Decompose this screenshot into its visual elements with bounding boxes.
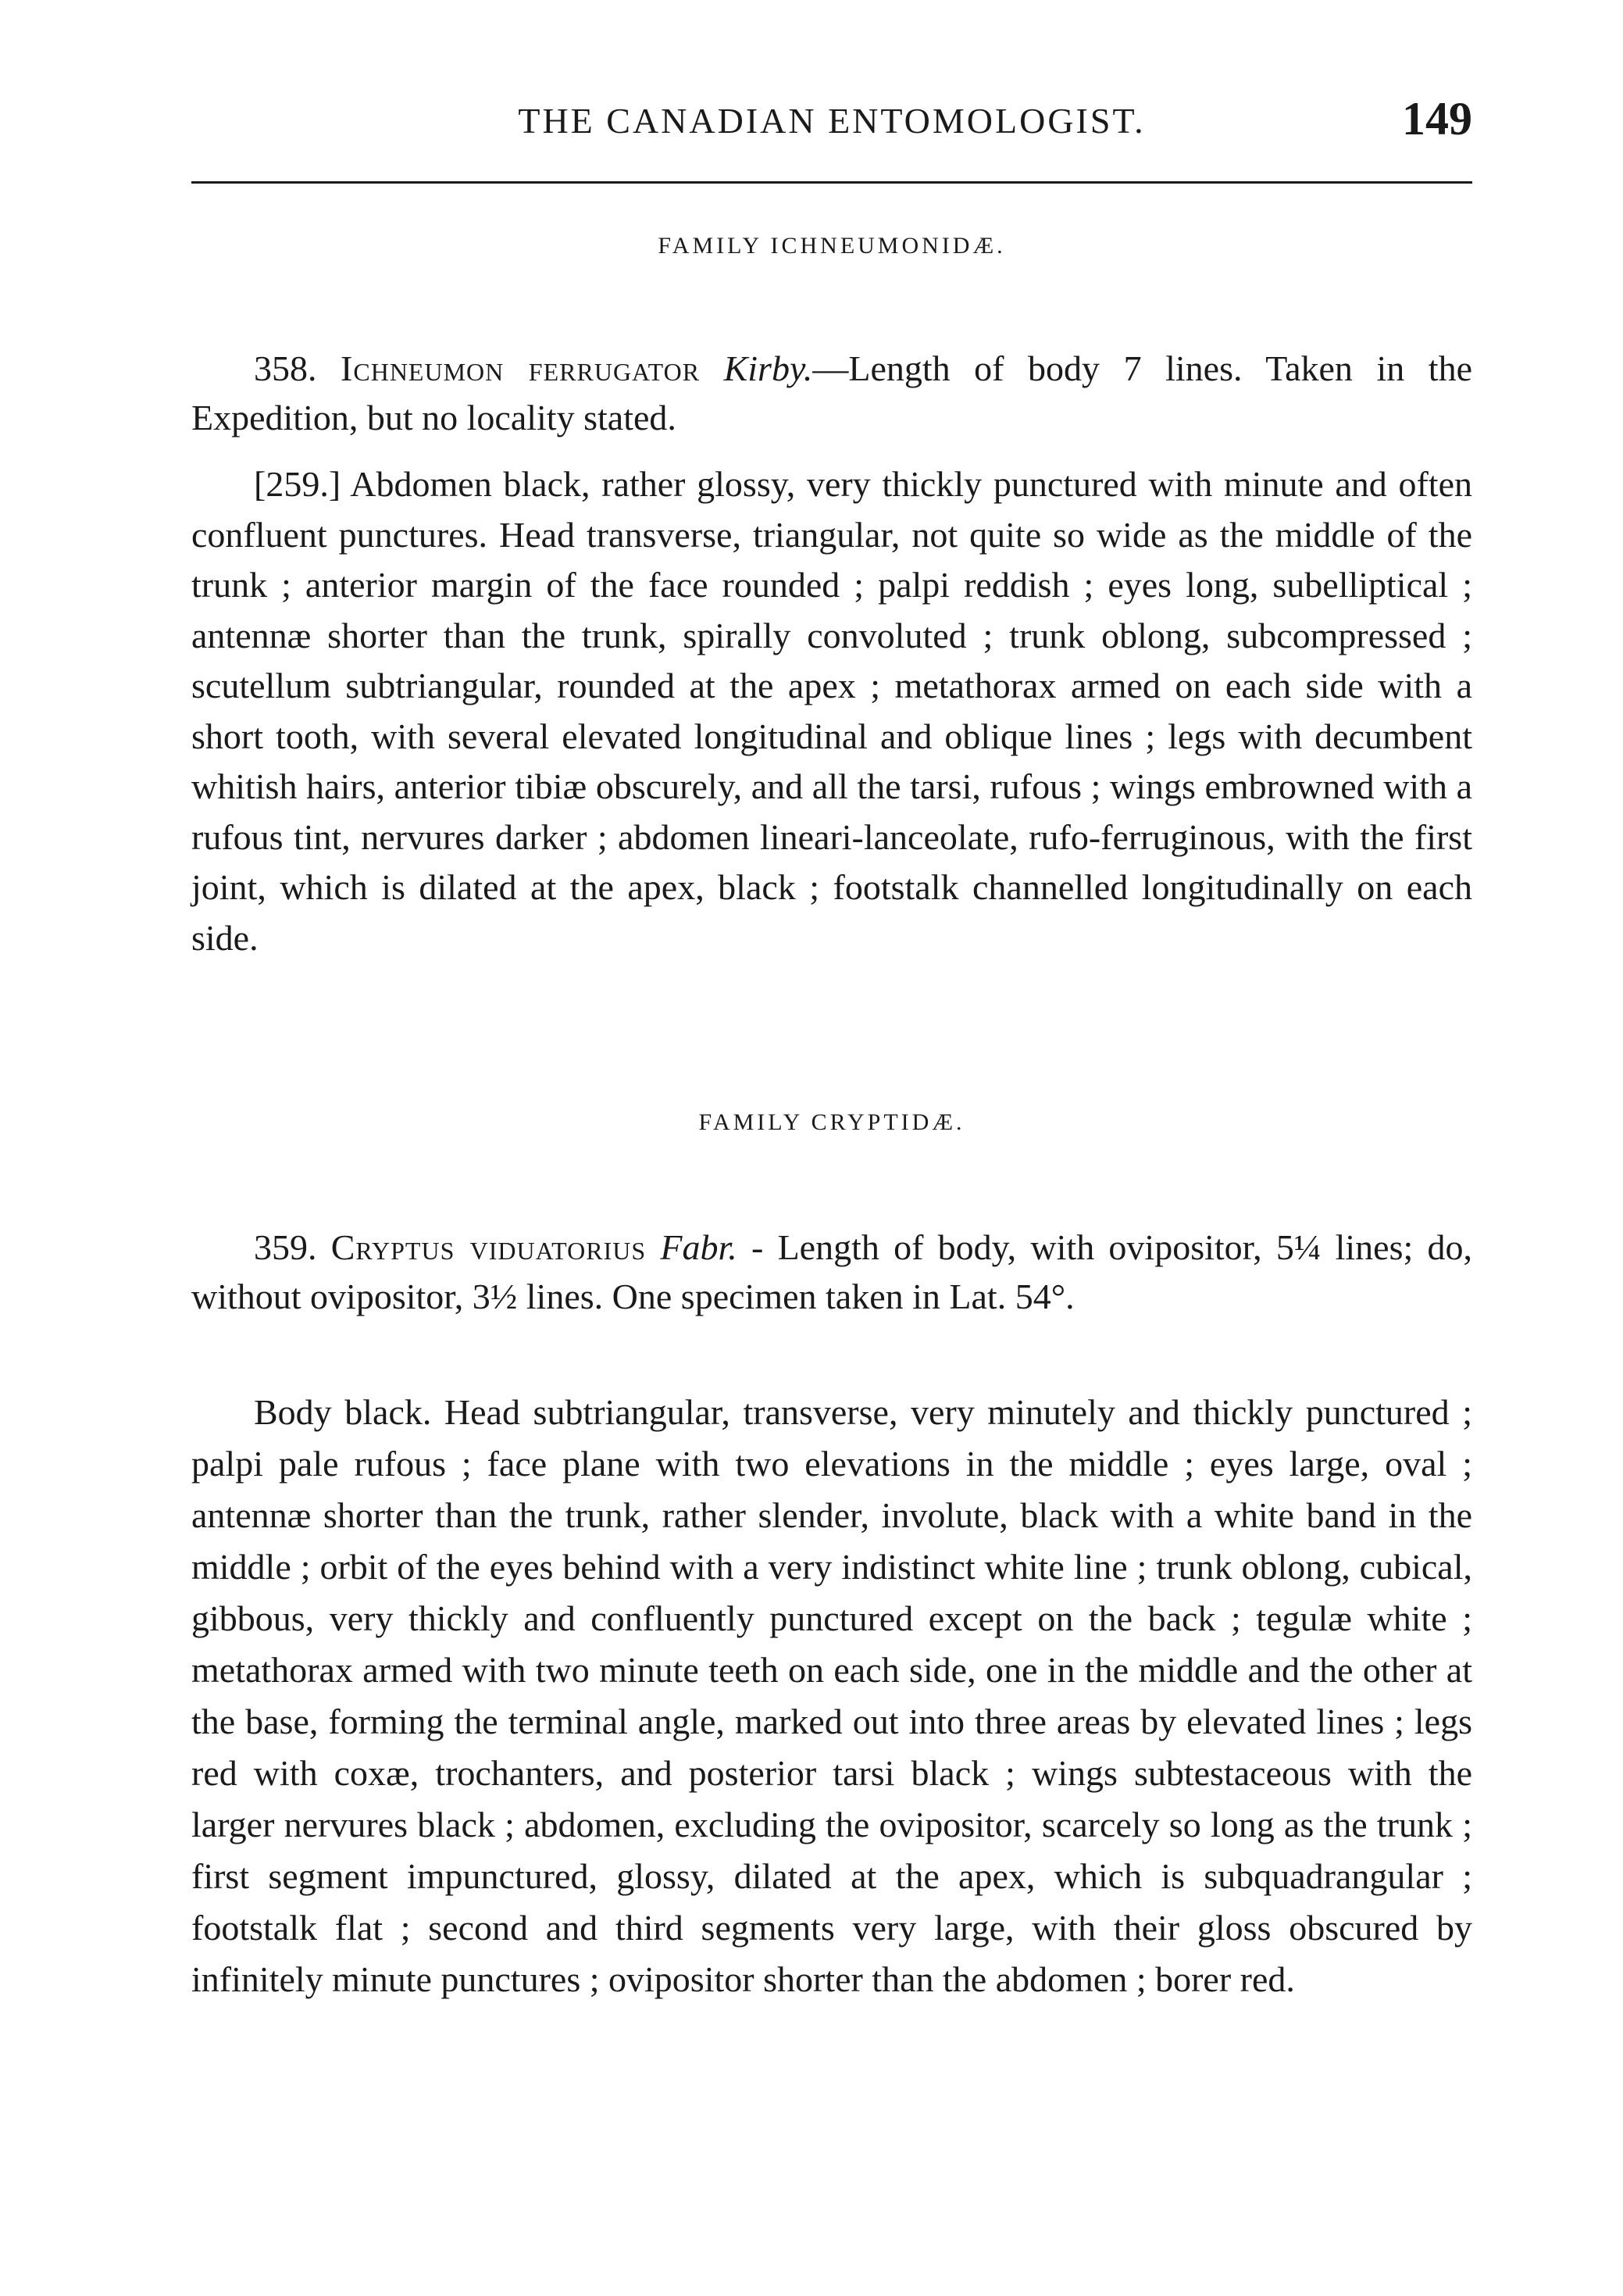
species-number: 359. [254, 1227, 317, 1267]
species-heading [191, 1223, 1472, 1321]
running-title: THE CANADIAN ENTOMOLOGIST. [518, 101, 1146, 141]
species-name: Cryptus viduatorius [330, 1227, 647, 1267]
species-description-359: Body black. Head subtriangular, transverse, very minutely and thickly punctured ; palpi pale rufous ; face plane with two elevations in the middle ; eyes large, oval ; antennæ shorter than the trunk, rather slender, involute, black with a white band in the middle ; orbit of the eyes behind with a very indistinct white line ; trunk oblong, cubical, gibbous, very thickly and confluently punctured except on the back ; tegulæ white ; metathorax armed with two minute teeth on each side, one in the middle and the other at the base, forming the terminal angle, marked out into three areas by elevated lines ; legs red with coxæ, trochanters, and posterior tarsi black ; wings subtestaceous with the larger nervures black ; abdomen, excluding the ovipositor, scarcely so long as the trunk ; first segment impunctured, glossy, dilated at the apex, which is subquadrangular ; footstalk flat ; second and third segments very large, with their gloss obscured by infinitely minute punctures ; ovipositor shorter than the abdomen ; borer red. [191, 1392, 1472, 1999]
species-entry-359 [191, 1223, 1472, 1321]
family-heading-cryptidae: FAMILY CRYPTIDÆ. [698, 1109, 965, 1135]
species-authority: Kirby. [723, 348, 813, 388]
species-summary: —Length of body 7 lines. Taken in the Expedition, but no locality stated. [191, 348, 1472, 437]
running-head [191, 92, 1472, 147]
species-description-358: [259.] Abdomen black, rather glossy, very thickly punctured with minute and often confluent punctures. Head transverse, triangular, not quite so wide as the middle of the trunk ; anterior margin of the face rounded ; palpi reddish ; eyes long, subelliptical ; antennæ shorter than the trunk, spirally convoluted ; trunk oblong, subcompressed ; scutellum subtriangular, rounded at the apex ; metathorax armed on each side with a short tooth, with several elevated longitudinal and oblique lines ; legs with decumbent whitish hairs, anterior tibiæ obscurely, and all the tarsi, rufous ; wings embrowned with a rufous tint, nervures darker ; abdomen lineari-lanceolate, rufo-ferruginous, with the first joint, which is dilated at the apex, black ; footstalk channelled longitudinally on each side. [191, 464, 1472, 958]
page-number: 149 [1402, 93, 1472, 145]
species-summary: - Length of body, with ovipositor, 5¼ lines; do, without ovipositor, 3½ lines. One specimen taken in Lat. 54°. [191, 1227, 1473, 1316]
species-entry-358 [191, 344, 1472, 442]
family-heading-ichneumonidae: FAMILY ICHNEUMONIDÆ. [658, 233, 1006, 259]
species-authority: Fabr. [660, 1227, 737, 1267]
header-rule [191, 181, 1472, 184]
species-name: Ichneumon ferrugator [341, 348, 701, 388]
species-heading [191, 344, 1472, 442]
species-number: 358. [254, 348, 317, 388]
